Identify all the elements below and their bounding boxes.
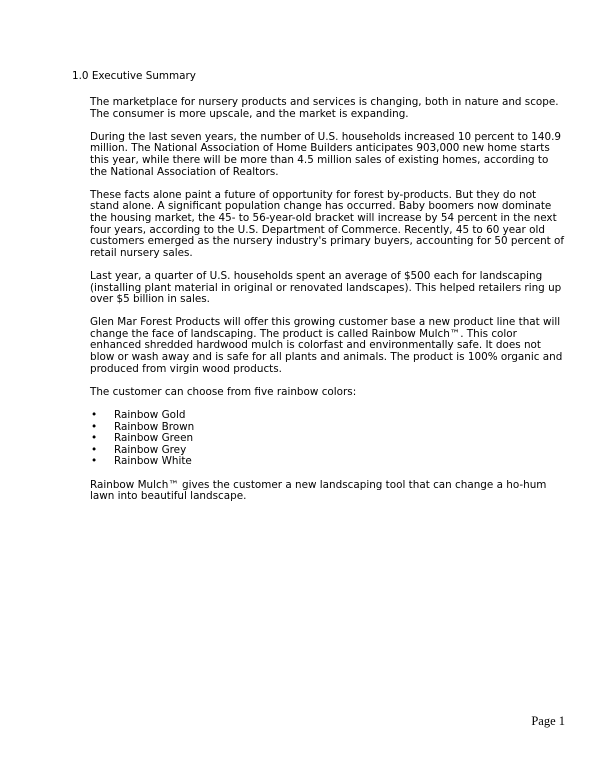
bullet-icon: • — [91, 409, 98, 422]
bullet-icon: • — [91, 432, 98, 445]
paragraph-colors-intro: The customer can choose from five rainbow colors: — [90, 385, 357, 398]
paragraph-population-change: These facts alone paint a future of opportunity for forest by-products. But they do not stand alone. A significant population change has occurred. Baby boomers now dominate the housing market, the 45- to 56-year-old bracket will increase by 54 percent in the next four years, according to the U.S. Department of Commerce. Recently, 45 to 60 year old customers emerged as the nursery industry's primary buyers, accounting for 50 percent of retail nursery sales. — [90, 188, 565, 259]
paragraph-landscaping-spend: Last year, a quarter of U.S. households spent an average of $500 each for landscaping (installing plant material in original or renovated landscapes). This helped retailers ring up over $5 billion in sales. — [90, 269, 562, 306]
list-item-label: Rainbow Brown — [114, 420, 195, 433]
paragraph-households: During the last seven years, the number of U.S. households increased 10 percent to 140.9 million. The National Association of Home Builders anticipates 903,000 new home starts this year, while there will be more than 4.5 million sales of existing homes, according to the National Association of Realtors. — [90, 130, 561, 178]
section-body — [90, 97, 568, 514]
list-item-label: Rainbow Grey — [114, 443, 187, 456]
paragraph-closing: Rainbow Mulch™ gives the customer a new landscaping tool that can change a ho-hum lawn into beautiful landscape. — [90, 478, 547, 503]
color-list — [90, 410, 568, 468]
paragraph-market-overview: The marketplace for nursery products and services is changing, both in nature and scope. The consumer is more upscale, and the market is expanding. — [90, 96, 559, 120]
bullet-icon: • — [91, 443, 98, 456]
list-item-label: Rainbow Gold — [114, 409, 186, 422]
paragraph-product-intro: Glen Mar Forest Products will offer this growing customer base a new product line that will change the face of landscaping. The product is called Rainbow Mulch™. This color enhanced shredded hardwood mulch is colorfast and environmentally safe. It does not blow or wash away and is safe for all plants and animals. The product is 100% organic and produced from virgin wood products. — [90, 316, 563, 375]
section-heading: 1.0 Executive Summary — [72, 70, 196, 82]
page-number: Page 1 — [531, 714, 565, 728]
list-item-label: Rainbow Green — [114, 432, 194, 445]
bullet-icon: • — [91, 455, 98, 468]
list-item-label: Rainbow White — [114, 455, 192, 468]
bullet-icon: • — [91, 420, 98, 433]
list-item — [90, 456, 568, 468]
